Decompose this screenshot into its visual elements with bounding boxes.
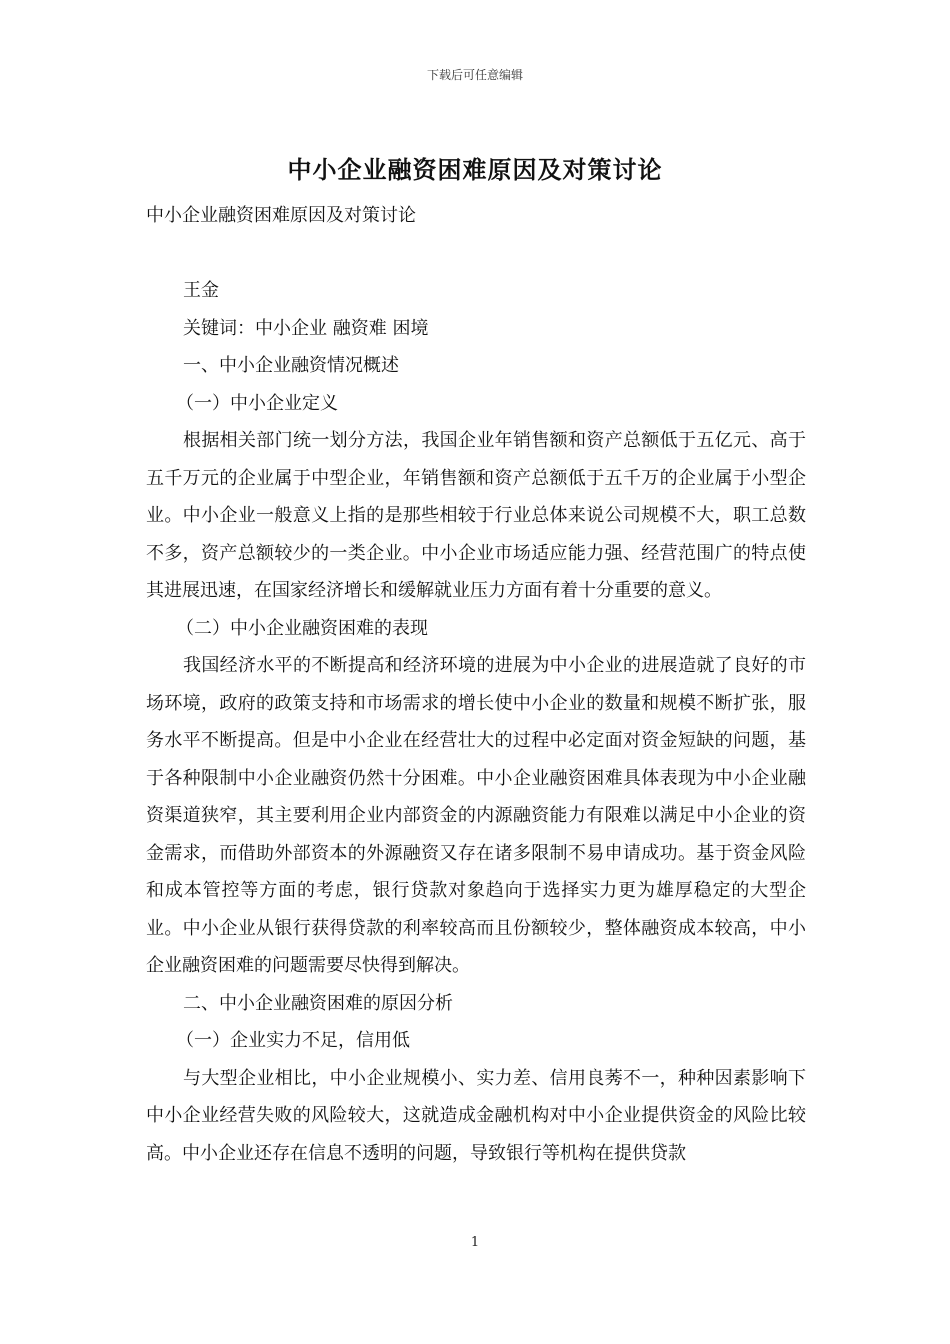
- blank-line: [146, 235, 806, 273]
- keywords-line: 关键词：中小企业 融资难 困境: [183, 317, 429, 339]
- paragraph-enterprise-strength: 与大型企业相比，中小企业规模小、实力差、信用良莠不一，种种因素影响下中小企业经营失败的风险较大，这就造成金融机构对中小企业提供资金的风险比较高。中小企业还存在信息不透明的问题，导致银行等机构在提供贷款: [146, 1067, 806, 1164]
- section-heading-1: 一、中小企业融资情况概述: [183, 355, 399, 376]
- header-note: 下载后可任意编辑: [426, 68, 523, 82]
- subsection-heading-1-1: （一）中小企业定义: [176, 392, 338, 414]
- paragraph-definition: 根据相关部门统一划分方法，我国企业年销售额和资产总额低于五亿元、高于五千万元的企业属于中型企业，年销售额和资产总额低于五千万的企业属于小型企业。中小企业一般意义上指的是那些相较于行业总体来说公司规模不大，职工总数不多，资产总额较少的一类企业。中小企业市场适应能力强、经营范围广的特点使其进展迅速，在国家经济增长和缓解就业压力方面有着十分重要的意义。: [146, 430, 806, 601]
- document-subtitle: 中小企业融资困难原因及对策讨论: [146, 205, 416, 226]
- author-name: 王金: [183, 280, 219, 301]
- subsection-heading-1-2: （二）中小企业融资困难的表现: [176, 617, 428, 639]
- section-heading-2: 二、中小企业融资困难的原因分析: [183, 992, 453, 1014]
- document-body: [146, 197, 806, 1172]
- subsection-heading-2-1: （一）企业实力不足，信用低: [176, 1030, 410, 1051]
- document-title: 中小企业融资困难原因及对策讨论: [287, 155, 663, 184]
- paragraph-financing-difficulty: 我国经济水平的不断提高和经济环境的进展为中小企业的进展造就了良好的市场环境，政府的政策支持和市场需求的增长使中小企业的数量和规模不断扩张，服务水平不断提高。但是中小企业在经营壮大的过程中必定面对资金短缺的问题，基于各种限制中小企业融资仍然十分困难。中小企业融资困难具体表现为中小企业融资渠道狭窄，其主要利用企业内部资金的内源融资能力有限难以满足中小企业的资金需求，而借助外部资本的外源融资又存在诸多限制不易申请成功。基于资金风险和成本管控等方面的考虑，银行贷款对象趋向于选择实力更为雄厚稳定的大型企业。中小企业从银行获得贷款的利率较高而且份额较少，整体融资成本较高，中小企业融资困难的问题需要尽快得到解决。: [146, 655, 806, 976]
- page-number: 1: [470, 1235, 480, 1250]
